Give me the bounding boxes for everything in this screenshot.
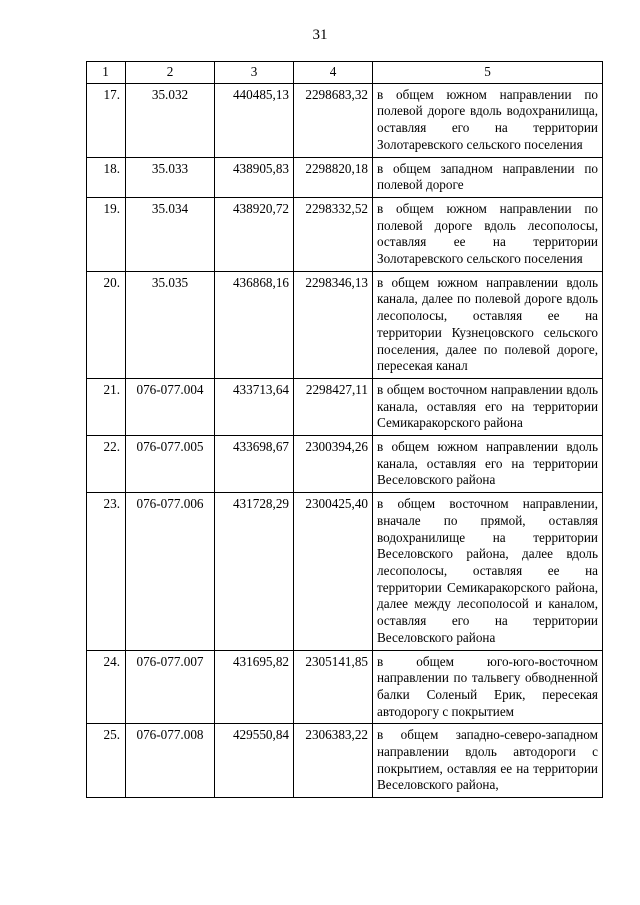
point-code: 35.035 xyxy=(126,271,215,378)
table-row xyxy=(87,197,603,271)
header-col-4: 4 xyxy=(294,62,373,84)
coordinate-y: 2305141,85 xyxy=(294,650,373,724)
boundary-description: в общем восточном направлении вдоль канала, оставляя его на территории Семикаракорского района xyxy=(373,378,603,435)
point-code: 076-077.004 xyxy=(126,378,215,435)
point-code: 076-077.007 xyxy=(126,650,215,724)
coordinate-y: 2306383,22 xyxy=(294,724,373,798)
table-row xyxy=(87,724,603,798)
table-header-row xyxy=(87,62,603,84)
boundary-description: в общем южном направлении по полевой дороге вдоль лесополосы, оставляя ее на территории Золотаревского сельского поселения xyxy=(373,197,603,271)
table-row xyxy=(87,157,603,197)
table-row xyxy=(87,271,603,378)
coordinate-y: 2298346,13 xyxy=(294,271,373,378)
page-number: 31 xyxy=(312,27,328,43)
row-number: 22. xyxy=(87,436,126,493)
boundary-description: в общем южном направлении вдоль канала, оставляя его на территории Веселовского района xyxy=(373,436,603,493)
coordinate-y: 2298332,52 xyxy=(294,197,373,271)
coordinate-x: 433698,67 xyxy=(215,436,294,493)
coordinate-x: 438920,72 xyxy=(215,197,294,271)
point-code: 076-077.008 xyxy=(126,724,215,798)
coordinate-y: 2300394,26 xyxy=(294,436,373,493)
boundary-description: в общем западно-северо-западном направлении вдоль автодороги с покрытием, оставляя ее на территории Веселовского района, xyxy=(373,724,603,798)
header-col-3: 3 xyxy=(215,62,294,84)
table-row xyxy=(87,650,603,724)
row-number: 24. xyxy=(87,650,126,724)
point-code: 076-077.005 xyxy=(126,436,215,493)
boundary-description: в общем южном направлении по полевой дороге вдоль водохранилища, оставляя его на территории Золотаревского сельского поселения xyxy=(373,83,603,157)
coordinate-x: 433713,64 xyxy=(215,378,294,435)
header-col-1: 1 xyxy=(87,62,126,84)
boundary-table xyxy=(86,61,603,798)
coordinate-y: 2300425,40 xyxy=(294,493,373,650)
row-number: 20. xyxy=(87,271,126,378)
header-col-5: 5 xyxy=(373,62,603,84)
table-row xyxy=(87,436,603,493)
boundary-description: в общем западном направлении по полевой дороге xyxy=(373,157,603,197)
coordinate-x: 431728,29 xyxy=(215,493,294,650)
row-number: 19. xyxy=(87,197,126,271)
boundary-description: в общем восточном направлении, вначале по прямой, оставляя водохранилище на территории Веселовского района, далее вдоль лесополосы, оставляя ее на территории Семикаракорского района, далее между лесополосой и каналом, оставляя его на территории Веселовского района xyxy=(373,493,603,650)
row-number: 25. xyxy=(87,724,126,798)
boundary-description: в общем юго-юго-восточном направлении по тальвегу обводненной балки Соленый Ерик, пересекая автодорогу с покрытием xyxy=(373,650,603,724)
row-number: 23. xyxy=(87,493,126,650)
row-number: 21. xyxy=(87,378,126,435)
coordinate-y: 2298427,11 xyxy=(294,378,373,435)
table-row xyxy=(87,378,603,435)
header-col-2: 2 xyxy=(126,62,215,84)
boundary-description: в общем южном направлении вдоль канала, далее по полевой дороге вдоль лесополосы, оставляя ее на территории Кузнецовского сельского поселения, далее по полевой дороге, пересекая канал xyxy=(373,271,603,378)
coordinate-x: 429550,84 xyxy=(215,724,294,798)
row-number: 17. xyxy=(87,83,126,157)
coordinate-y: 2298820,18 xyxy=(294,157,373,197)
table-row xyxy=(87,493,603,650)
point-code: 076-077.006 xyxy=(126,493,215,650)
coordinate-x: 431695,82 xyxy=(215,650,294,724)
point-code: 35.034 xyxy=(126,197,215,271)
coordinate-x: 436868,16 xyxy=(215,271,294,378)
table-row xyxy=(87,83,603,157)
row-number: 18. xyxy=(87,157,126,197)
coordinate-x: 438905,83 xyxy=(215,157,294,197)
point-code: 35.032 xyxy=(126,83,215,157)
coordinate-y: 2298683,32 xyxy=(294,83,373,157)
point-code: 35.033 xyxy=(126,157,215,197)
coordinate-x: 440485,13 xyxy=(215,83,294,157)
